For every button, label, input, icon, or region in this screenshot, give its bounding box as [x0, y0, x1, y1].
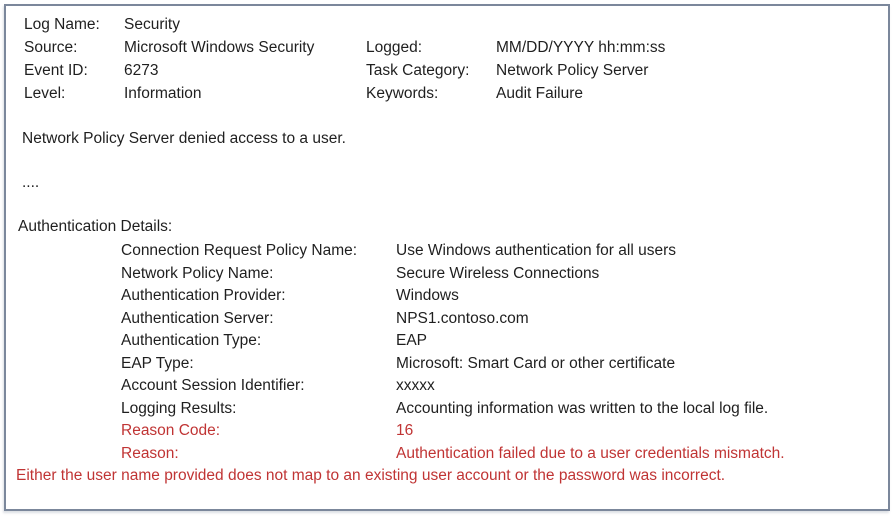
- detail-label: Authentication Server:: [121, 309, 274, 327]
- detail-label: Connection Request Policy Name:: [121, 242, 358, 259]
- field-label: Log Name:: [24, 16, 100, 33]
- field-label: Task Category:: [366, 62, 470, 79]
- detail-row: [6, 355, 888, 378]
- detail-row: [6, 400, 888, 423]
- field-value: MM/DD/YYYY hh:mm:ss: [496, 39, 666, 56]
- detail-label: Authentication Type:: [121, 332, 262, 349]
- detail-row: [6, 377, 888, 400]
- detail-value: Accounting information was written to the local log file.: [396, 399, 769, 417]
- authentication-details: [6, 242, 888, 467]
- detail-label: EAP Type:: [121, 354, 194, 372]
- field-label: Level:: [24, 85, 66, 102]
- detail-value: Microsoft: Smart Card or other certificate: [396, 354, 676, 372]
- detail-label: Reason Code:: [121, 422, 221, 439]
- event-header: [6, 16, 888, 108]
- detail-value: 16: [396, 422, 414, 439]
- event-log-panel: [4, 4, 890, 511]
- field-value: Security: [124, 16, 180, 33]
- detail-value: Use Windows authentication for all users: [396, 242, 676, 259]
- detail-label: Account Session Identifier:: [121, 377, 305, 394]
- section-title: Authentication Details:: [18, 218, 173, 235]
- field-label: Logged:: [366, 39, 423, 56]
- field-value: Audit Failure: [496, 85, 584, 102]
- detail-row-reason-code: [6, 422, 888, 445]
- error-note: Either the user name provided does not map to an existing user account or the password was incorrect.: [16, 467, 726, 484]
- detail-value: xxxxx: [396, 377, 435, 394]
- detail-label: Authentication Provider:: [121, 287, 286, 304]
- field-value: Microsoft Windows Security: [124, 39, 315, 56]
- detail-value: Windows: [396, 287, 459, 304]
- detail-label: Logging Results:: [121, 399, 237, 417]
- detail-value: NPS1.contoso.com: [396, 309, 529, 327]
- detail-label: Reason:: [121, 444, 179, 462]
- field-label: Event ID:: [24, 62, 88, 79]
- detail-row: [6, 265, 888, 288]
- ellipsis-text: ....: [22, 174, 40, 191]
- event-description: Network Policy Server denied access to a user.: [22, 130, 346, 147]
- field-label: Source:: [24, 39, 78, 56]
- detail-value: Secure Wireless Connections: [396, 264, 600, 282]
- field-value: 6273: [124, 62, 159, 79]
- detail-value: Authentication failed due to a user credentials mismatch.: [396, 444, 785, 462]
- detail-row: [6, 310, 888, 333]
- detail-value: EAP: [396, 332, 428, 349]
- detail-row: [6, 332, 888, 355]
- header-row: [6, 39, 888, 62]
- detail-row: [6, 287, 888, 310]
- detail-row-reason: [6, 445, 888, 468]
- detail-row: [6, 242, 888, 265]
- field-value: Information: [124, 85, 202, 102]
- header-row: [6, 16, 888, 39]
- field-label: Keywords:: [366, 85, 439, 102]
- header-row: [6, 62, 888, 85]
- detail-label: Network Policy Name:: [121, 264, 274, 282]
- field-value: Network Policy Server: [496, 62, 649, 79]
- header-row: [6, 85, 888, 108]
